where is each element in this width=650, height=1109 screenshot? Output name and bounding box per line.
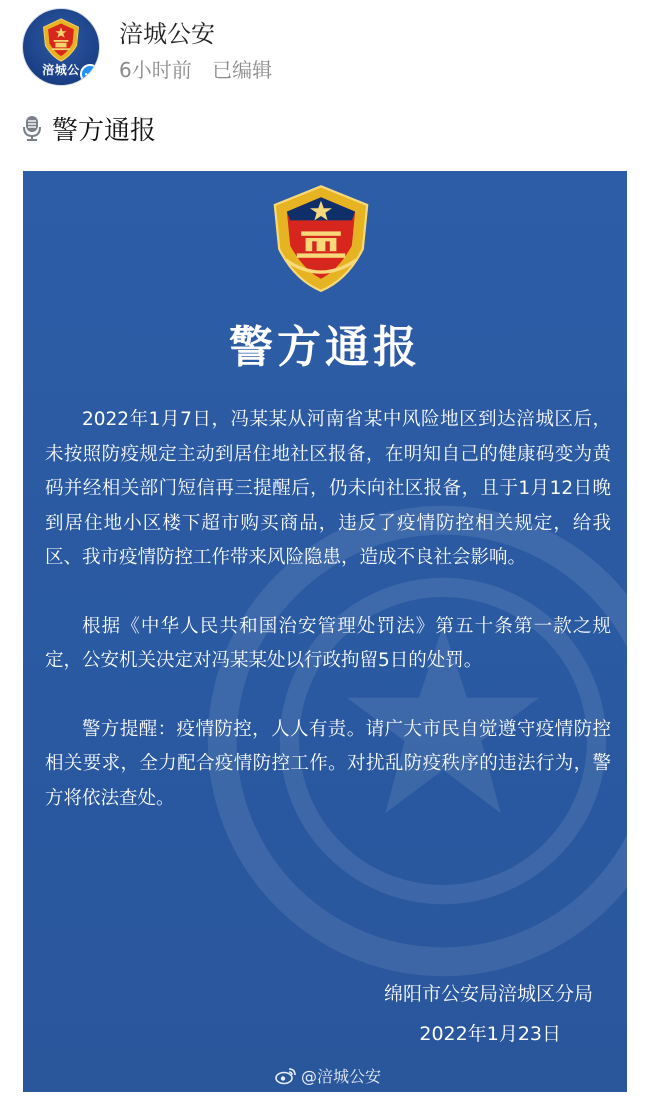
weibo-watermark-text: @涪城公安 (301, 1067, 382, 1086)
notice-paragraph-2: 根据《中华人民共和国治安管理处罚法》第五十条第一款之规定，公安机关决定对冯某某处以行政拘留5日的处罚。 (45, 615, 611, 671)
notice-issuer: 绵阳市公安局涪城区分局 (383, 983, 593, 1005)
notice-image[interactable] (23, 171, 627, 1092)
notice-paragraph-3: 警方提醒：疫情防控，人人有责。请广大市民自觉遵守疫情防控相关要求，全力配合疫情防控工作。对扰乱防疫秩序的违法行为，警方将依法查处。 (45, 718, 611, 809)
weibo-watermark (275, 1064, 381, 1087)
post-header (22, 8, 622, 88)
notice-date: 2022年1月23日 (419, 1023, 561, 1045)
notice-paragraph-1: 2022年1月7日，冯某某从河南省某中风险地区到达涪城区后，未按照防疫规定主动到居住地社区报备，在明知自己的健康码变为黄码并经相关部门短信再三提醒后，仍未向社区报备，且于1月12日晚到居住地小区楼下超市购买商品，违反了疫情防控相关规定，给我区、我市疫情防控工作带来风险隐患，造成不良社会影响。 (45, 409, 611, 568)
edited-label[interactable]: 已编辑 (212, 58, 273, 82)
police-emblem-icon (38, 17, 84, 63)
avatar-label: 涪城公 (42, 63, 80, 77)
verified-badge-icon (80, 64, 100, 84)
microphone-icon (22, 115, 42, 141)
police-emblem-icon (266, 183, 376, 293)
post-title-text: 警方通报 (52, 115, 157, 146)
post-time: 6小时前 (119, 58, 192, 82)
account-name[interactable]: 涪城公安 (119, 20, 215, 48)
post-meta (119, 54, 286, 83)
notice-title: 警方通报 (229, 322, 421, 373)
notice-body (45, 403, 611, 850)
avatar[interactable] (22, 8, 100, 86)
weibo-logo-icon (275, 1067, 297, 1085)
post-title (22, 110, 156, 146)
